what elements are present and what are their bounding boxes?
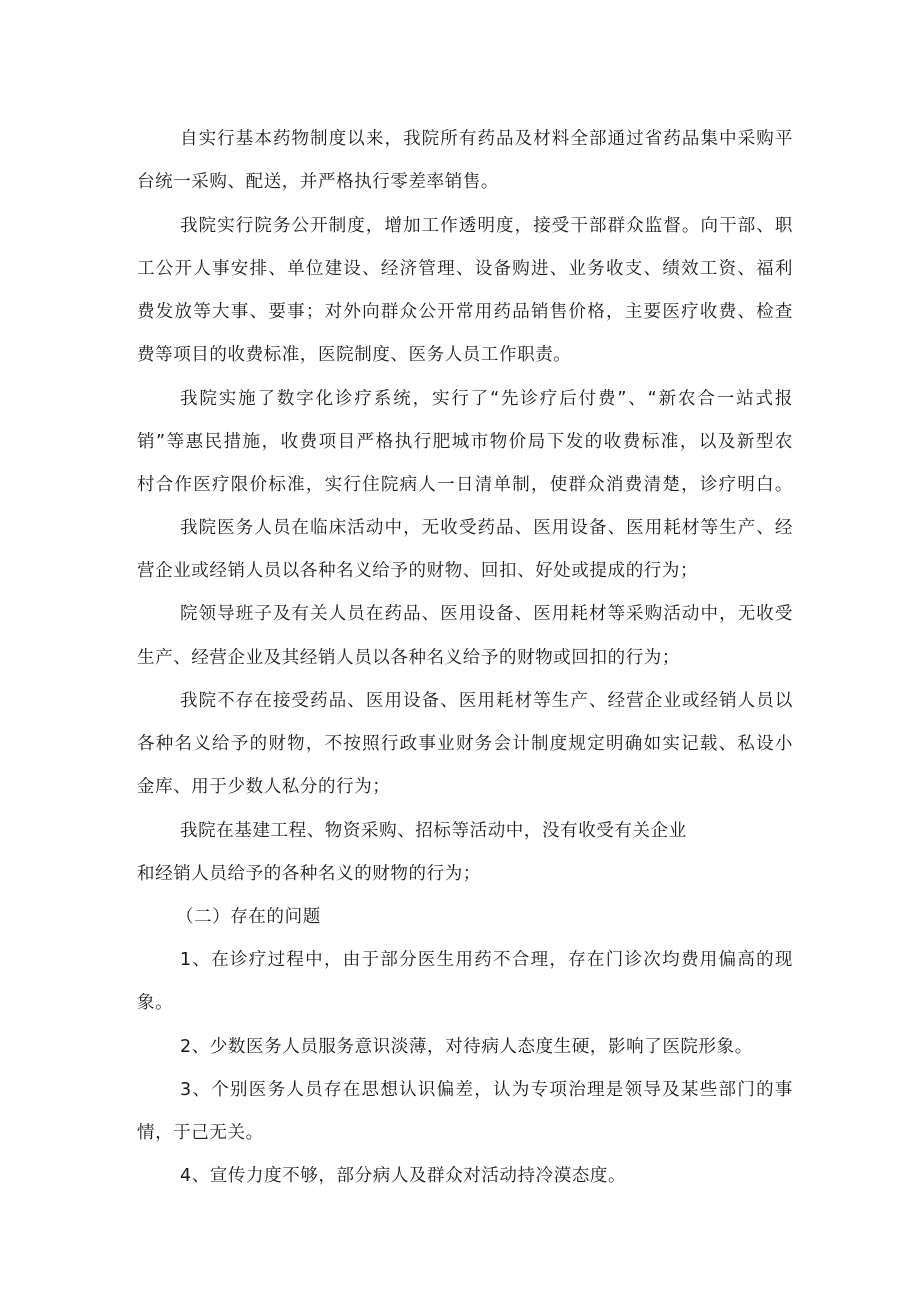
paragraph-4-line-1: 我院医务人员在临床活动中，无收受药品、医用设备、医用耗材等生产、经 [180, 518, 793, 538]
issue-2: 2、少数医务人员服务意识淡薄，对待病人态度生硬，影响了医院形象。 [180, 1037, 753, 1057]
paragraph-5-line-2: 生产、经营企业及其经销人员以各种名义给予的财物或回扣的行为； [137, 648, 680, 668]
paragraph-3-line-3: 村合作医疗限价标准，实行住院病人一日清单制，使群众消费清楚，诊疗明白。 [137, 475, 793, 495]
issue-4: 4、宣传力度不够，部分病人及群众对活动持冷漠态度。 [180, 1166, 627, 1186]
paragraph-6-line-2: 各种名义给予的财物，不按照行政事业财务会计制度规定明确如实记载、私设小 [137, 734, 793, 754]
issue-3-line-2: 情，于己无关。 [137, 1123, 264, 1143]
paragraph-7-line-1: 我院在基建工程、物资采购、招标等活动中，没有收受有关企业 [180, 821, 687, 841]
issue-1-line-1: 1、在诊疗过程中，由于部分医生用药不合理，存在门诊次均费用偏高的现 [180, 950, 793, 970]
paragraph-1-line-1: 自实行基本药物制度以来，我院所有药品及材料全部通过省药品集中采购平 [180, 129, 793, 149]
paragraph-2-line-2: 工公开人事安排、单位建设、经济管理、设备购进、业务收支、绩效工资、福利 [137, 259, 793, 279]
issue-1-line-2: 象。 [137, 993, 174, 1013]
paragraph-7-line-2: 和经销人员给予的各种名义的财物的行为； [137, 864, 481, 884]
paragraph-3-line-1: 我院实施了数字化诊疗系统，实行了“先诊疗后付费”、“新农合一站式报 [180, 389, 793, 409]
issue-3-line-1: 3、个别医务人员存在思想认识偏差，认为专项治理是领导及某些部门的事 [180, 1080, 793, 1100]
paragraph-5-line-1: 院领导班子及有关人员在药品、医用设备、医用耗材等采购活动中，无收受 [180, 604, 793, 624]
paragraph-3-line-2: 销”等惠民措施，收费项目严格执行肥城市物价局下发的收费标准，以及新型农 [137, 432, 793, 452]
paragraph-6-line-3: 金库、用于少数人私分的行为； [137, 777, 391, 797]
section-heading: （二）存在的问题 [176, 907, 321, 927]
paragraph-2-line-4: 费等项目的收费标准，医院制度、医务人员工作职责。 [137, 345, 572, 365]
paragraph-1-line-2: 台统一采购、配送，并严格执行零差率销售。 [137, 172, 499, 192]
paragraph-4-line-2: 营企业或经销人员以各种名义给予的财物、回扣、好处或提成的行为； [137, 561, 699, 581]
paragraph-6-line-1: 我院不存在接受药品、医用设备、医用耗材等生产、经营企业或经销人员以 [180, 691, 793, 711]
paragraph-2-line-1: 我院实行院务公开制度，增加工作透明度，接受干部群众监督。向干部、职 [180, 216, 793, 236]
paragraph-2-line-3: 费发放等大事、要事；对外向群众公开常用药品销售价格，主要医疗收费、检查 [137, 302, 793, 322]
